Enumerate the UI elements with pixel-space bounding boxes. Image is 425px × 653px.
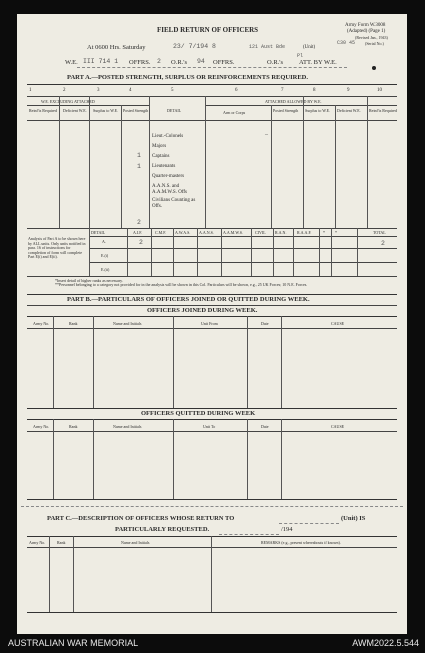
analysis-aans: A.A.N.S. xyxy=(199,230,214,235)
col-num-1: 1 xyxy=(29,88,32,93)
part-c-unit-label: (Unit) IS xyxy=(341,515,366,522)
ors-label: O.R.'s xyxy=(171,59,187,66)
joined-col-date: Date xyxy=(261,321,269,326)
joined-col-cause: CAUSE xyxy=(331,321,345,326)
sub-reinf-required: Reinf'ts Required xyxy=(29,108,57,113)
col-num-3: 3 xyxy=(97,88,100,93)
quitted-title: OFFICERS QUITTED DURING WEEK xyxy=(141,410,256,417)
detail-quartermasters: Quarter-masters xyxy=(152,174,185,179)
quitted-col-cause: CAUSE xyxy=(331,424,345,429)
part-c-title: PART C.—DESCRIPTION OF OFFICERS WHOSE RETURN TO xyxy=(47,515,235,522)
form-page xyxy=(17,14,407,634)
posted-captains: 1 xyxy=(137,152,141,159)
col-num-10: 10 xyxy=(377,88,382,93)
sub-detail: DETAIL xyxy=(167,108,182,113)
analysis-star1: * xyxy=(323,230,325,235)
quitted-col-name: Name and Initials xyxy=(113,424,142,429)
posted-total: 2 xyxy=(137,219,141,226)
analysis-total: TOTAL xyxy=(373,230,386,235)
analysis-total-value: 2 xyxy=(381,240,385,247)
analysis-aif-value: 2 xyxy=(139,239,143,246)
footnote-personnel: **Personnel belonging to a category not provided for in the analysis will be shown in this Col. Particulars will be shown, e.g., 25 UK Forces; 10 N.E. Forces. xyxy=(55,282,308,287)
detail-civilians: Civilians Counting as Offs. xyxy=(152,198,196,209)
footer-bar xyxy=(0,634,425,653)
sub-att-reinf: Reinf'ts Required xyxy=(369,108,397,113)
part-c-col-name: Name and Initials xyxy=(121,540,150,545)
col-num-4: 4 xyxy=(129,88,132,93)
ors-value: 94 xyxy=(197,58,205,65)
sub-att-surplus: Surplus to W.E. xyxy=(305,108,331,113)
analysis-cmf: C.M.F. xyxy=(155,230,167,235)
part-c-col-rank: Rank xyxy=(57,540,66,545)
joined-col-army-no: Army No. xyxy=(33,321,50,326)
sub-posted-strength: Posted Strength xyxy=(123,108,149,113)
serial-label: (Serial No.) xyxy=(365,41,384,46)
we-label: W.E. xyxy=(65,59,78,66)
form-number: Army Form W.3008 xyxy=(345,23,386,28)
analysis-aif: A.I.F. xyxy=(133,230,143,235)
serial-value: C30 45 xyxy=(337,40,356,46)
analysis-detail: DETAIL xyxy=(91,230,106,235)
analysis-row-a: A. xyxy=(102,239,106,244)
unit-value: 121 Aust Bde xyxy=(249,44,286,50)
part-a-title: PART A.—POSTED STRENGTH, SURPLUS OR REINFORCEMENTS REQUIRED. xyxy=(67,74,308,81)
sub-arm-corps: Arm or Corps xyxy=(223,110,246,115)
analysis-note: Analysis of Part A to be shown here by ALL units. Only units notified in para. 16 of instructions for completion of form will complete Part E(i) and E(ii). xyxy=(28,236,86,260)
joined-col-name: Name and Initials xyxy=(113,321,142,326)
col-num-6: 6 xyxy=(235,88,238,93)
form-revised: (Revised Jan., 1943) xyxy=(355,35,388,40)
part-c-subtitle: PARTICULARLY REQUESTED. xyxy=(115,526,210,533)
detail-captains: Captains xyxy=(152,154,170,159)
analysis-civil: CIVIL xyxy=(255,230,266,235)
sub-deficient-we: Deficient W.E. xyxy=(63,108,87,113)
col-num-8: 8 xyxy=(313,88,316,93)
offrs-att-label: OFFRS. xyxy=(213,59,235,66)
attached-allowed: ATTACHED ALLOWED BY W.E. xyxy=(265,99,322,104)
part-b-title: PART B.—PARTICULARS OF OFFICERS JOINED OR QUITTED DURING WEEK. xyxy=(67,296,310,303)
we-value: III 714 1 xyxy=(83,58,119,65)
analysis-raaf: R.A.A.F. xyxy=(297,230,312,235)
detail-lt-colonels: Lieut.-Colonels xyxy=(152,134,184,139)
offrs-label: OFFRS. xyxy=(129,59,151,66)
att-by-we-label: ATT. BY W.E. xyxy=(299,59,337,66)
analysis-awas: A.W.A.S. xyxy=(175,230,191,235)
part-c-col-remarks: REMARKS (e.g., present whereabouts if known). xyxy=(261,540,341,545)
analysis-aamws: A.A.M.W.S. xyxy=(223,230,243,235)
unit-label: (Unit) xyxy=(303,45,316,50)
detail-majors: Majors xyxy=(152,144,167,149)
punch-hole-mark xyxy=(372,66,376,70)
footer-left: AUSTRALIAN WAR MEMORIAL xyxy=(8,638,139,648)
detail-aans: A.A.N.S. and A.A.M.W.S. Offs xyxy=(152,184,188,195)
we-excluding-attached: W.E. EXCLUDING ATTACHED xyxy=(41,99,95,104)
footer-right: AWM2022.5.544 xyxy=(352,638,419,648)
quitted-col-unit-to: Unit To xyxy=(203,424,216,429)
analysis-row-ei: E.(i) xyxy=(101,253,109,258)
quitted-col-army-no: Army No. xyxy=(33,424,50,429)
part-c-date: /194 xyxy=(281,526,293,533)
analysis-star2: * xyxy=(335,230,337,235)
we-dotted-line xyxy=(77,67,347,68)
col-num-2: 2 xyxy=(63,88,66,93)
sub-att-deficient: Deficient W.E. xyxy=(337,108,361,113)
offrs-value: 2 xyxy=(157,58,161,65)
ors-att-label: O.R.'s xyxy=(267,59,283,66)
analysis-row-eii: E.(ii) xyxy=(101,267,110,272)
joined-col-rank: Rank xyxy=(69,321,78,326)
joined-title: OFFICERS JOINED DURING WEEK. xyxy=(147,307,258,314)
posted-lieutenants: 1 xyxy=(137,163,141,170)
form-title: FIELD RETURN OF OFFICERS xyxy=(157,26,259,34)
pl-value: Pl xyxy=(297,53,304,59)
form-adapted: (Adapted) (Page 1) xyxy=(347,29,386,34)
joined-col-unit-from: Unit From xyxy=(201,321,218,326)
analysis-ran: R.A.N. xyxy=(275,230,287,235)
col-num-5: 5 xyxy=(171,88,174,93)
sub-att-posted: Posted Strength xyxy=(273,108,299,113)
col-num-7: 7 xyxy=(281,88,284,93)
at-time-text: At 0600 Hrs. Saturday xyxy=(87,44,146,51)
part-a-top-rule xyxy=(27,84,397,85)
part-c-col-army-no: Army No. xyxy=(29,540,46,545)
att-dash: — xyxy=(265,132,269,138)
return-date: 23/ 7/194 8 xyxy=(173,43,216,50)
quitted-col-rank: Rank xyxy=(69,424,78,429)
sub-surplus-we: Surplus to W.E. xyxy=(93,108,119,113)
quitted-col-date: Date xyxy=(261,424,269,429)
footnote-higher-ranks: *Insert detail of higher ranks as necessary. xyxy=(55,278,123,283)
col-num-9: 9 xyxy=(347,88,350,93)
detail-lieutenants: Lieutenants xyxy=(152,164,176,169)
